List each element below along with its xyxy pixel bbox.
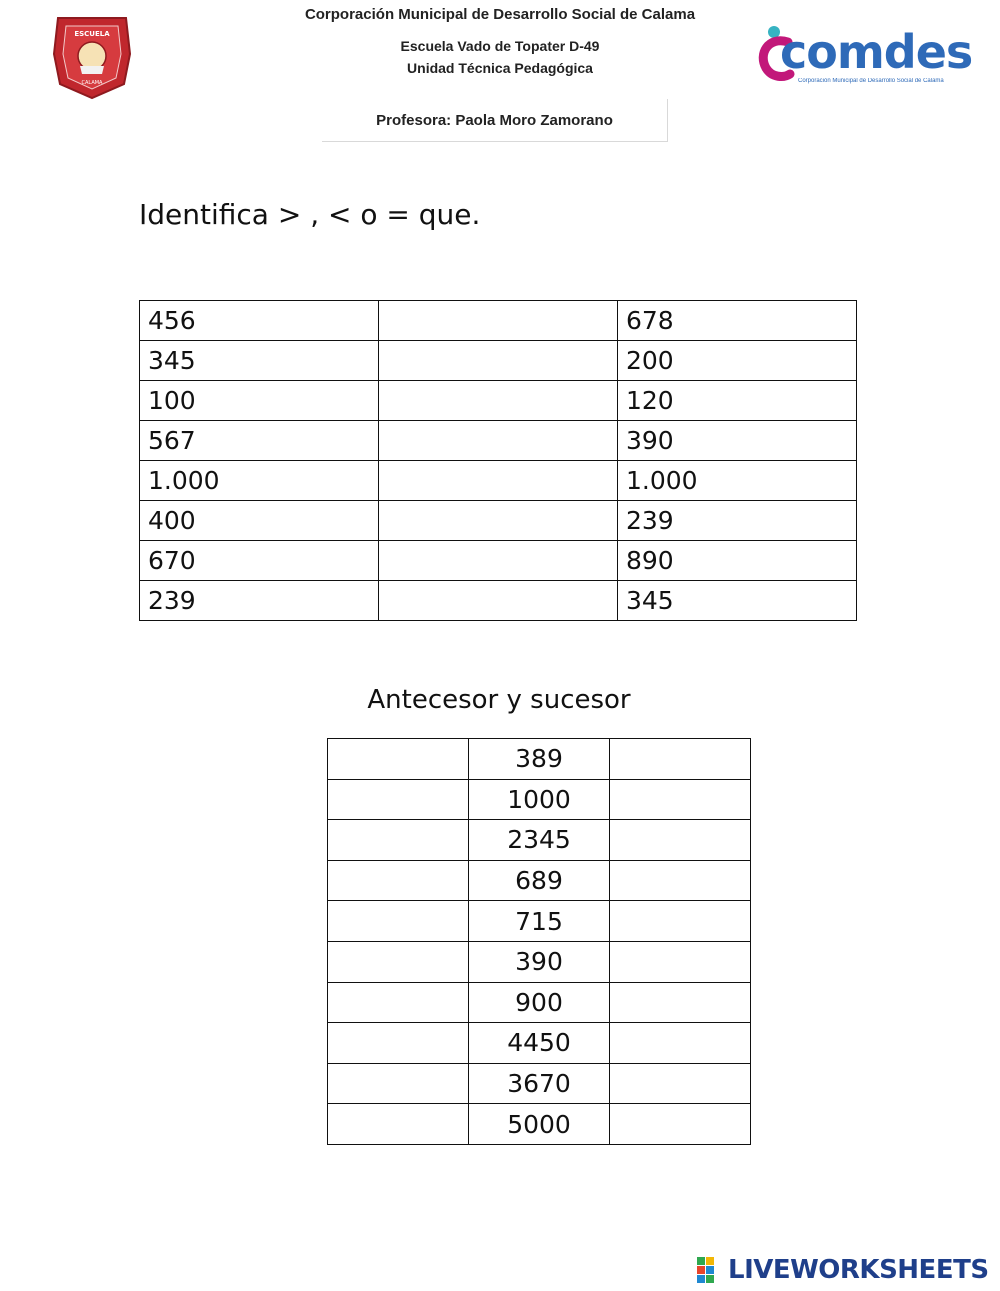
predecessor-cell[interactable] xyxy=(328,1104,469,1145)
table-row xyxy=(328,941,751,982)
table-row xyxy=(328,1023,751,1064)
right-number: 1.000 xyxy=(618,461,857,501)
sequence-table xyxy=(327,738,751,1145)
predecessor-cell[interactable] xyxy=(328,1023,469,1064)
logo-wordmark: comdes xyxy=(780,25,973,79)
table-row xyxy=(328,860,751,901)
table-row xyxy=(140,301,857,341)
left-number: 670 xyxy=(140,541,379,581)
predecessor-cell[interactable] xyxy=(328,1063,469,1104)
predecessor-cell[interactable] xyxy=(328,901,469,942)
predecessor-cell[interactable] xyxy=(328,860,469,901)
left-number: 567 xyxy=(140,421,379,461)
predecessor-cell[interactable] xyxy=(328,941,469,982)
logo-dot-icon xyxy=(768,26,780,38)
sequence-heading: Antecesor y sucesor xyxy=(367,685,631,715)
liveworksheets-icon xyxy=(697,1257,723,1283)
school-emblem-logo xyxy=(50,14,134,100)
table-row xyxy=(328,901,751,942)
table-row xyxy=(328,1063,751,1104)
org-title: Corporación Municipal de Desarrollo Social de Calama xyxy=(304,6,696,23)
answer-cell[interactable] xyxy=(379,461,618,501)
successor-cell[interactable] xyxy=(610,1104,751,1145)
given-number: 1000 xyxy=(469,779,610,820)
emblem-subtext: CALAMA xyxy=(81,80,103,86)
liveworksheets-watermark xyxy=(697,1255,997,1285)
successor-cell[interactable] xyxy=(610,1023,751,1064)
right-number: 390 xyxy=(618,421,857,461)
right-number: 120 xyxy=(618,381,857,421)
answer-cell[interactable] xyxy=(379,381,618,421)
table-row xyxy=(328,1104,751,1145)
table-row xyxy=(140,501,857,541)
logo-subtitle: Corporación Municipal de Desarrollo Social de Calama xyxy=(798,78,944,84)
successor-cell[interactable] xyxy=(610,820,751,861)
answer-cell[interactable] xyxy=(379,501,618,541)
watermark-text: LIVEWORKSHEETS xyxy=(728,1255,989,1285)
given-number: 389 xyxy=(469,739,610,780)
given-number: 3670 xyxy=(469,1063,610,1104)
left-number: 345 xyxy=(140,341,379,381)
unit-name: Unidad Técnica Pedagógica xyxy=(407,60,593,76)
left-number: 239 xyxy=(140,581,379,621)
given-number: 689 xyxy=(469,860,610,901)
right-number: 890 xyxy=(618,541,857,581)
table-row xyxy=(140,421,857,461)
left-number: 456 xyxy=(140,301,379,341)
predecessor-cell[interactable] xyxy=(328,779,469,820)
comdes-logo xyxy=(758,24,976,90)
table-row xyxy=(140,581,857,621)
left-number: 1.000 xyxy=(140,461,379,501)
successor-cell[interactable] xyxy=(610,901,751,942)
given-number: 2345 xyxy=(469,820,610,861)
successor-cell[interactable] xyxy=(610,941,751,982)
left-number: 100 xyxy=(140,381,379,421)
right-number: 678 xyxy=(618,301,857,341)
left-number: 400 xyxy=(140,501,379,541)
right-number: 345 xyxy=(618,581,857,621)
successor-cell[interactable] xyxy=(610,982,751,1023)
teacher-name: Profesora: Paola Moro Zamorano xyxy=(322,99,668,142)
given-number: 390 xyxy=(469,941,610,982)
given-number: 900 xyxy=(469,982,610,1023)
emblem-text: ESCUELA xyxy=(74,30,110,38)
answer-cell[interactable] xyxy=(379,581,618,621)
predecessor-cell[interactable] xyxy=(328,820,469,861)
answer-cell[interactable] xyxy=(379,541,618,581)
table-row xyxy=(140,541,857,581)
table-row xyxy=(140,461,857,501)
table-row xyxy=(140,381,857,421)
given-number: 4450 xyxy=(469,1023,610,1064)
successor-cell[interactable] xyxy=(610,860,751,901)
right-number: 200 xyxy=(618,341,857,381)
table-row xyxy=(328,739,751,780)
table-row xyxy=(140,341,857,381)
successor-cell[interactable] xyxy=(610,1063,751,1104)
predecessor-cell[interactable] xyxy=(328,739,469,780)
right-number: 239 xyxy=(618,501,857,541)
given-number: 715 xyxy=(469,901,610,942)
answer-cell[interactable] xyxy=(379,301,618,341)
table-row xyxy=(328,779,751,820)
answer-cell[interactable] xyxy=(379,421,618,461)
answer-cell[interactable] xyxy=(379,341,618,381)
predecessor-cell[interactable] xyxy=(328,982,469,1023)
instruction-heading: Identifica > , < o = que. xyxy=(139,198,481,231)
successor-cell[interactable] xyxy=(610,779,751,820)
comparison-table xyxy=(139,300,857,621)
school-name: Escuela Vado de Topater D-49 xyxy=(400,38,600,54)
successor-cell[interactable] xyxy=(610,739,751,780)
given-number: 5000 xyxy=(469,1104,610,1145)
table-row xyxy=(328,982,751,1023)
table-row xyxy=(328,820,751,861)
